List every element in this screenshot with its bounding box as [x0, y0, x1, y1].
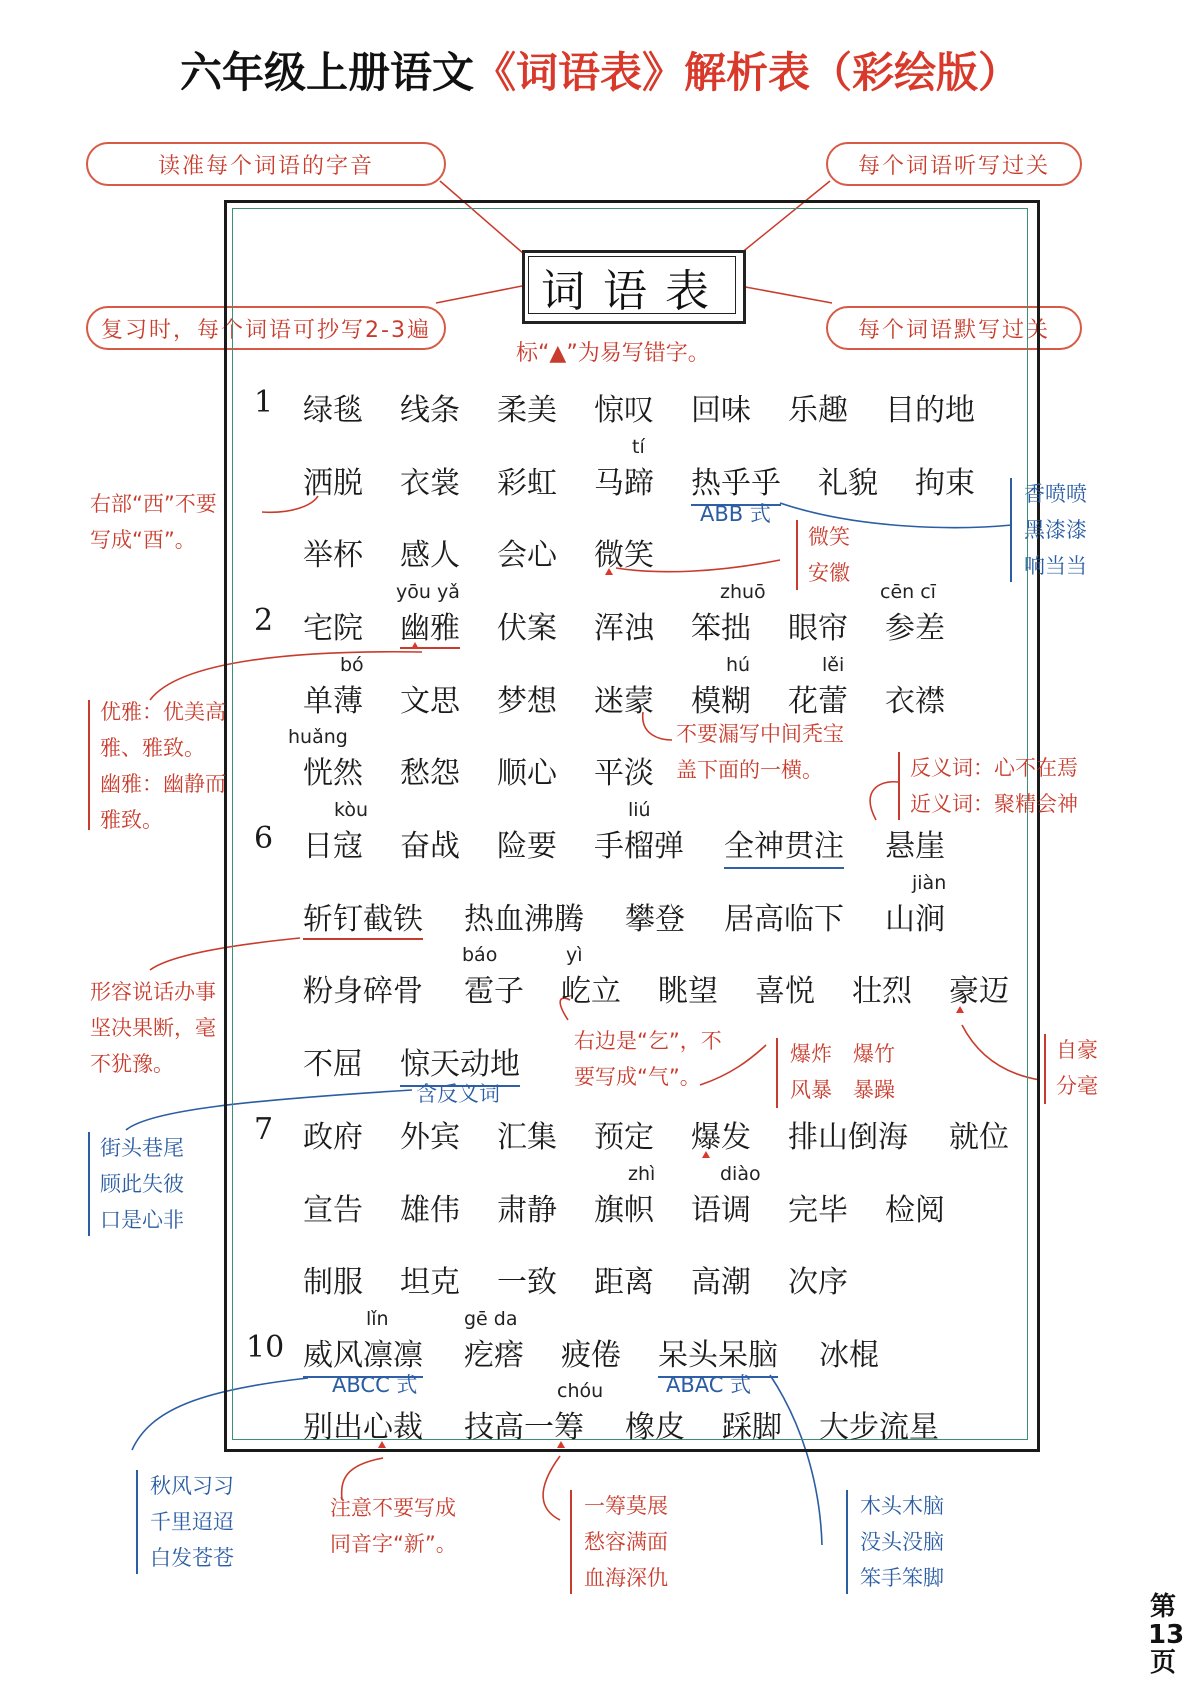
word: 伏案 — [497, 611, 557, 646]
pinyin: diào — [720, 1163, 761, 1185]
word: 浑浊 — [594, 611, 654, 646]
word: 大步流星 — [819, 1410, 939, 1445]
word-list-header-inner — [528, 256, 736, 314]
word: 次序 — [788, 1265, 848, 1300]
word: 感人 — [400, 538, 460, 573]
title-topic: 《词语表》解析表（彩绘版） — [474, 48, 1021, 97]
pinyin: yōu yǎ — [396, 581, 460, 603]
word: 平淡 — [594, 756, 654, 791]
word: 目的地 — [885, 393, 975, 428]
pinyin: zhuō — [720, 581, 766, 603]
word: 举杯 — [303, 538, 363, 573]
error-prone-marker — [605, 568, 613, 575]
pinyin: cēn cī — [880, 581, 936, 603]
word: 文思 — [400, 684, 460, 719]
word: 单薄 — [303, 684, 363, 719]
word: 制服 — [303, 1265, 363, 1300]
word: 拘束 — [915, 466, 975, 501]
word-idiom: 斩钉截铁 — [303, 894, 423, 940]
word: 预定 — [594, 1120, 654, 1155]
word: 模糊 — [691, 684, 751, 719]
word: 橡皮 — [625, 1410, 685, 1445]
error-prone-marker — [411, 642, 419, 649]
bracket — [1044, 1034, 1046, 1104]
word: 汇集 — [497, 1120, 557, 1155]
error-prone-marker — [702, 1151, 710, 1158]
note-meng: 不要漏写中间秃宝 盖下面的一横。 — [676, 722, 844, 782]
word: 奋战 — [400, 829, 460, 864]
word-abac: 呆头呆脑 — [658, 1330, 778, 1378]
pinyin: liú — [628, 799, 651, 821]
word: 衣裳 — [400, 466, 460, 501]
word: 笨拙 — [691, 611, 751, 646]
lesson-number: 2 — [254, 603, 274, 638]
word: 恍然 — [303, 756, 363, 791]
word: 宅院 — [303, 611, 363, 646]
word: 疲倦 — [561, 1338, 621, 1373]
bracket — [88, 700, 90, 830]
word: 衣襟 — [885, 684, 945, 719]
word-idiom: 惊天动地 — [400, 1039, 520, 1087]
pattern-tag-abac: ABAC 式 — [666, 1373, 752, 1397]
word: 会心 — [497, 538, 557, 573]
note-cai: 注意不要写成 同音字“新”。 — [330, 1496, 457, 1556]
word: 外宾 — [400, 1120, 460, 1155]
word: 技高一筹 — [464, 1410, 584, 1445]
word: 检阅 — [885, 1193, 945, 1228]
bracket — [136, 1470, 138, 1574]
word: 豪迈 — [949, 974, 1009, 1009]
word: 一致 — [497, 1265, 557, 1300]
word-abcc: 威风凛凛 — [303, 1330, 423, 1378]
pinyin: hú — [726, 654, 751, 676]
pinyin: zhì — [628, 1163, 656, 1185]
lesson-number: 7 — [254, 1112, 274, 1147]
bracket — [776, 1038, 778, 1108]
bracket — [846, 1490, 848, 1594]
pattern-tag-abcc: ABCC 式 — [332, 1373, 418, 1397]
word: 不屈 — [303, 1047, 363, 1082]
word-abb: 热乎乎 — [691, 458, 781, 506]
word: 参差 — [885, 611, 945, 646]
pinyin: lǐn — [366, 1308, 389, 1330]
bracket — [88, 1132, 90, 1236]
pinyin: yì — [566, 944, 583, 966]
word: 踩脚 — [722, 1410, 782, 1445]
note-bao: 爆炸 爆竹 风暴 暴躁 — [790, 1042, 895, 1102]
word: 梦想 — [497, 684, 557, 719]
word: 坦克 — [400, 1265, 460, 1300]
word: 语调 — [691, 1193, 751, 1228]
pinyin: huǎng — [288, 726, 348, 748]
lesson-number: 10 — [246, 1330, 285, 1365]
pattern-tag-abb: ABB 式 — [700, 502, 771, 526]
word: 眼帘 — [788, 611, 848, 646]
word: 距离 — [594, 1265, 654, 1300]
word: 完毕 — [788, 1193, 848, 1228]
note-abac: 木头木脑 没头没脑 笨手笨脚 — [860, 1494, 944, 1590]
lesson-number: 1 — [254, 385, 274, 420]
word: 手榴弹 — [594, 829, 684, 864]
error-prone-marker — [956, 1006, 964, 1013]
note-abcc: 秋风习习 千里迢迢 白发苍苍 — [150, 1474, 234, 1570]
title-grade: 六年级上册语文 — [179, 48, 474, 97]
word: 愁怨 — [400, 756, 460, 791]
pinyin: gē da — [464, 1308, 518, 1330]
tip-pill-dictation: 每个词语听写过关 — [826, 142, 1082, 186]
word: 热血沸腾 — [464, 902, 584, 937]
word: 疙瘩 — [464, 1338, 524, 1373]
note-xi: 右部“西”不要 写成“酉”。 — [90, 492, 217, 552]
note-antonym-idioms: 街头巷尾 顾此失彼 口是心非 — [100, 1136, 184, 1232]
note-wei: 微笑 安徽 — [808, 525, 850, 585]
note-quanshen: 反义词：心不在焉 近义词：聚精会神 — [910, 756, 1078, 816]
word: 日寇 — [303, 829, 363, 864]
word: 就位 — [949, 1120, 1009, 1155]
word: 洒脱 — [303, 466, 363, 501]
word: 险要 — [497, 829, 557, 864]
word: 回味 — [691, 393, 751, 428]
page-number: 第 13 页 — [1148, 1592, 1185, 1678]
word: 绿毯 — [303, 393, 363, 428]
word: 喜悦 — [755, 974, 815, 1009]
word: 爆发 — [691, 1120, 751, 1155]
note-abb: 香喷喷 黑漆漆 响当当 — [1024, 482, 1087, 578]
word: 壮烈 — [852, 974, 912, 1009]
tip-pill-review: 复习时，每个词语可抄写2-3遍 — [86, 306, 446, 350]
legend-note: 标“▲”为易写错字。 — [516, 341, 710, 366]
pinyin: kòu — [334, 799, 368, 821]
word: 顺心 — [497, 756, 557, 791]
word: 高潮 — [691, 1265, 751, 1300]
word-list-header: 词语表 — [522, 250, 746, 324]
word: 礼貌 — [818, 466, 878, 501]
lesson-number: 6 — [254, 821, 274, 856]
pinyin: tí — [632, 436, 645, 458]
word: 别出心裁 — [303, 1410, 423, 1445]
note-qi: 右边是“乞”，不 要写成“气”。 — [574, 1029, 722, 1089]
pinyin: báo — [462, 944, 498, 966]
word: 肃静 — [497, 1193, 557, 1228]
note-hao: 自豪 分毫 — [1056, 1038, 1098, 1098]
word: 悬崖 — [885, 829, 945, 864]
word: 雹子 — [464, 974, 524, 1009]
word: 乐趣 — [788, 393, 848, 428]
pinyin: bó — [340, 654, 364, 676]
note-zhanding: 形容说话办事 坚决果断，毫 不犹豫。 — [90, 980, 216, 1076]
word: 微笑 — [594, 538, 654, 573]
tip-pill-pronunciation: 读准每个词语的字音 — [86, 142, 446, 186]
word: 彩虹 — [497, 466, 557, 501]
word: 马蹄 — [594, 466, 654, 501]
word: 眺望 — [658, 974, 718, 1009]
word: 雄伟 — [400, 1193, 460, 1228]
pattern-tag-antonym: 含反义词 — [416, 1082, 500, 1106]
word: 惊叹 — [594, 393, 654, 428]
pinyin: chóu — [557, 1380, 604, 1402]
note-youya: 优雅：优美高 雅、雅致。 幽雅：幽静而 雅致。 — [100, 700, 226, 832]
pinyin: lěi — [822, 654, 845, 676]
word: 屹立 — [561, 974, 621, 1009]
note-chou: 一筹莫展 愁容满面 血海深仇 — [584, 1494, 668, 1590]
word: 居高临下 — [724, 902, 844, 937]
word: 迷蒙 — [594, 684, 654, 719]
error-prone-marker — [557, 1441, 565, 1448]
bracket — [898, 752, 900, 820]
bracket — [570, 1490, 572, 1594]
word: 线条 — [400, 393, 460, 428]
word: 粉身碎骨 — [303, 974, 423, 1009]
word-idiom: 全神贯注 — [724, 821, 844, 869]
word: 旗帜 — [594, 1193, 654, 1228]
word: 宣告 — [303, 1193, 363, 1228]
word: 排山倒海 — [788, 1120, 908, 1155]
word: 山涧 — [885, 902, 945, 937]
bracket — [796, 520, 798, 590]
pinyin: jiàn — [912, 872, 947, 894]
error-prone-marker — [378, 1441, 386, 1448]
word: 花蕾 — [788, 684, 848, 719]
word: 幽雅 — [400, 603, 460, 649]
word: 攀登 — [625, 902, 685, 937]
word: 政府 — [303, 1120, 363, 1155]
bracket — [1010, 478, 1012, 582]
word: 冰棍 — [819, 1338, 879, 1373]
tip-pill-memorize: 每个词语默写过关 — [826, 306, 1082, 350]
word: 柔美 — [497, 393, 557, 428]
